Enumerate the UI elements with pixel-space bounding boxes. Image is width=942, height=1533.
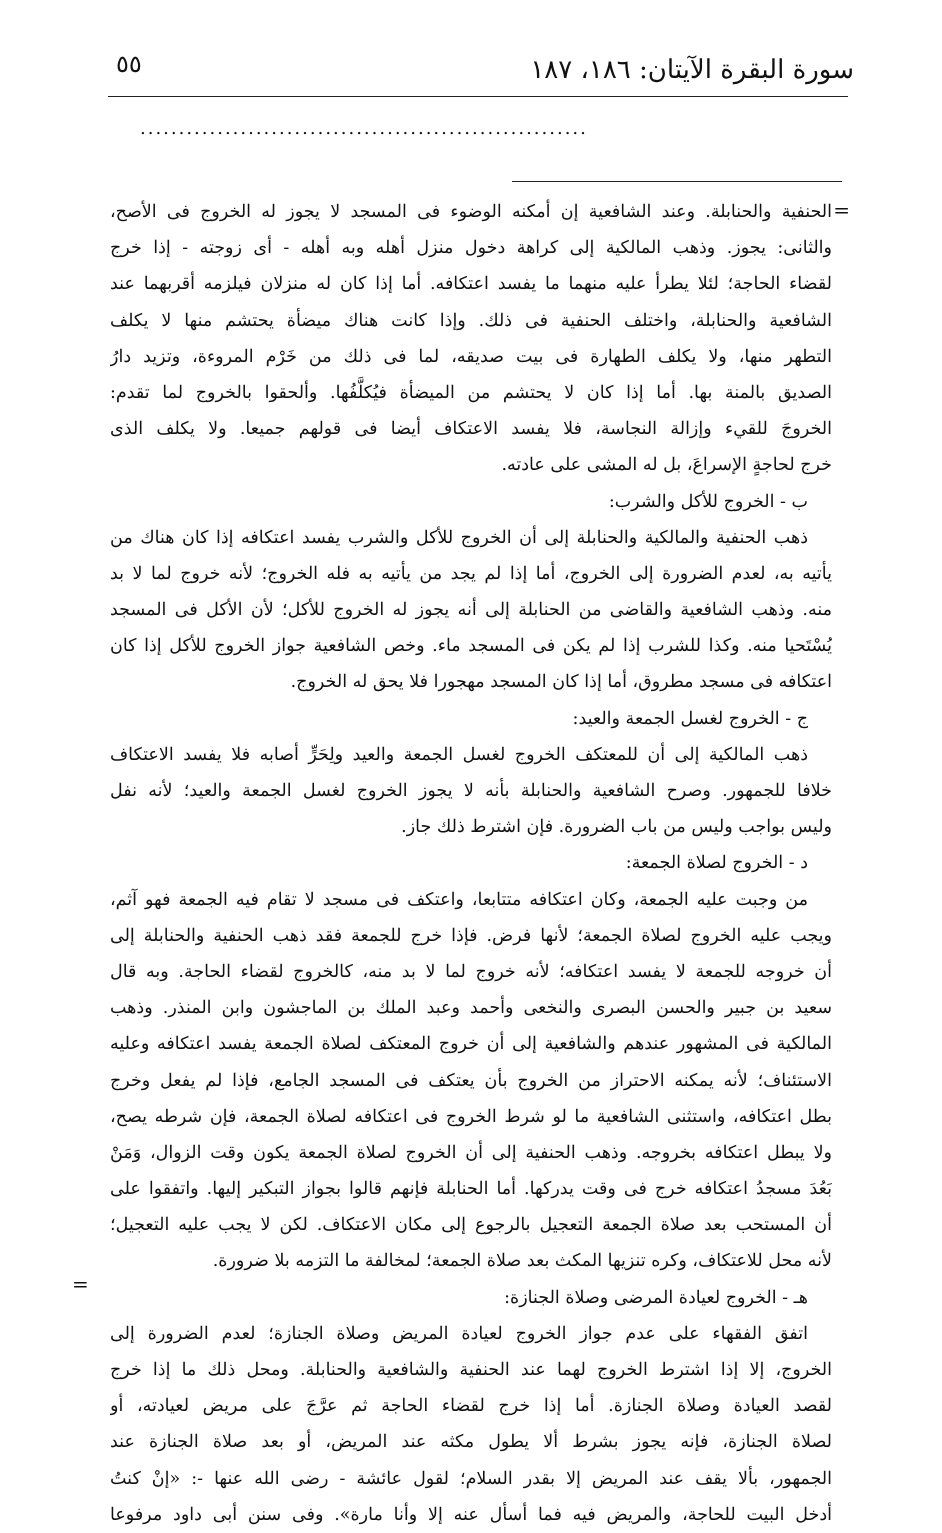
- section-heading-visiting-sick-funeral: هـ - الخروج لعيادة المرضى وصلاة الجنازة:: [504, 1287, 808, 1308]
- footnote-body: [110, 194, 832, 1533]
- footnote-line: لصلاة الجنازة، فإنه يجوز بشرط ألا يطول مكثه عند المريض، أو بعد صلاة الجنازة عند: [110, 1432, 832, 1453]
- footnote-line: ذهب المالكية إلى أن للمعتكف الخروج لغسل الجمعة والعيد ولِحَرٍّ أصابه فلا يفسد الاعتكاف: [110, 744, 808, 765]
- footnote-line: منه. وذهب الشافعية والقاضى من الحنابلة إلى أنه يجوز له الخروج للأكل؛ لأن الأكل فى المسجد: [110, 600, 832, 621]
- footnote-line: الخروج، إلا إذا اشترط الخروج لهما عند الحنفية والشافعية والحنابلة. ومحل ذلك ما إذا خرج: [110, 1360, 832, 1380]
- footnote-line: وليس بواجب وليس من باب الضرورة. فإن اشترط ذلك جاز.: [401, 817, 832, 838]
- footnote-line: الصديق بالمنة بها. أما إذا كان لا يحتشم من الميضأة فيُكلَّفُها. وألحقوا بالخروج لما تقدم:: [110, 382, 832, 403]
- footnote-line: لقضاء الحاجة؛ لئلا يطرأ عليه منهما ما يفسد اعتكافه. أما إذا كان له منزلان فيلزمه أقربهما عند: [110, 274, 832, 295]
- section-heading-friday-eid-wash: ج - الخروج لغسل الجمعة والعيد:: [572, 708, 808, 729]
- footnote-line: أن المستحب بعد صلاة الجمعة التعجيل بالرجوع إلى مكان الاعتكاف. لكن لا يجب عليه التعجيل؛: [110, 1215, 832, 1236]
- footnote-line: أن خروجه للجمعة لا يفسد اعتكافه؛ لأنه خروج لما لا بد منه، كالخروج لقضاء الحاجة. وبه قال: [110, 961, 832, 982]
- running-header-title: سورة البقرة الآيتان: ١٨٦، ١٨٧: [530, 55, 854, 85]
- footnote-line: الجمهور، بألا يقف عند المريض إلا بقدر السلام؛ لقول عائشة - رضى الله عنها -: «إنْ كنتُ: [110, 1468, 832, 1489]
- omitted-text-dots: ..........................................................: [140, 118, 588, 139]
- footnote-separator: [512, 181, 842, 182]
- footnote-line: اتفق الفقهاء على عدم جواز الخروج لعيادة المريض وصلاة الجنازة؛ لعدم الضرورة إلى: [110, 1323, 808, 1344]
- footnote-line: لقصد العيادة وصلاة الجنازة. أما إذا خرج لقضاء الحاجة ثم عرَّجَ على مريض لعيادته، أو: [110, 1396, 832, 1417]
- footnote-line: الحنفية والحنابلة. وعند الشافعية إن أمكنه الوضوء فى المسجد لا يجوز له الخروج فى الأصح،: [110, 202, 832, 222]
- page-number: ٥٥: [116, 50, 142, 78]
- footnote-line: خلافا للجمهور. وصرح الشافعية والحنابلة بأنه لا يجوز الخروج لغسل الجمعة والعيد؛ لأنه نفل: [110, 781, 832, 801]
- footnote-line: الشافعية والحنابلة، واختلف الحنفية فى ذلك. وإذا كانت هناك ميضأة يحتشم منها لا يكلف: [110, 310, 832, 331]
- footnote-line: المالكية فى المشهور عندهم والشافعية إلى أن خروج المعتكف لصلاة الجمعة يفسد اعتكافه وعليه: [110, 1034, 832, 1055]
- footnote-line: يأتيه به، لعدم الضرورة إلى الخروج، أما إذا لم يجد من يأتيه به فله الخروج؛ لأنه خروج لما لا بد: [110, 563, 832, 584]
- footnote-line: التطهر منها، ولا يكلف الطهارة فى بيت صديقه، لما فى ذلك من خَرْم المروءة، وتزيد دارُ: [110, 346, 832, 367]
- footnote-line: ويجب عليه الخروج لصلاة الجمعة؛ لأنها فرض. فإذا خرج للجمعة فقد ذهب الحنفية والحنابلة إلى: [110, 925, 832, 946]
- footnote-line: يُسْتَحيا منه. وكذا للشرب إذا لم يكن فى المسجد ماء. وخص الشافعية جواز الخروج للأكل إذا كان: [110, 636, 832, 657]
- footnote-line: لأنه محل للاعتكاف، وكره تنزيها المكث بعد صلاة الجمعة؛ لمخالفة ما التزمه بلا ضرورة.: [212, 1251, 832, 1272]
- footnote-line: ولا يبطل اعتكافه بخروجه. وذهب الحنفية إلى أن الخروج لصلاة الجمعة يكون وقت الزوال، وَمَنْ: [110, 1142, 832, 1163]
- footnote-line: خرج لحاجةٍ الإسراعَ، بل له المشى على عادته.: [501, 455, 832, 476]
- footnote-line: بَعُدَ مسجدُ اعتكافه خرج فى وقت يدركها. أما الحنابلة فإنهم قالوا بجواز التبكير إليها. واتفقوا على: [110, 1179, 832, 1200]
- footnote-line: ذهب الحنفية والمالكية والحنابلة إلى أن الخروج للأكل والشرب يفسد اعتكافه إذا كان هناك من: [110, 527, 808, 548]
- footnote-line: أدخل البيت للحاجة، والمريض فيه فما أسأل عنه إلا وأنا مارة». وفى سنن أبى داود مرفوعا: [110, 1504, 832, 1525]
- footnote-line: اعتكافه فى مسجد مطروق، أما إذا كان المسجد مهجورا فلا يحق له الخروج.: [290, 672, 832, 693]
- header-rule: [108, 96, 848, 97]
- footnote-line: الخروجَ للقيء وإزالة النجاسة، فلا يفسد الاعتكاف أيضا فى قولهم جميعا. ولا يكلف الذى: [110, 419, 832, 440]
- footnote-line: بطل اعتكافه، واستثنى الشافعية ما لو شرط الخروج فى اعتكافه لصلاة الجمعة، فإن شرطه يصح،: [110, 1106, 832, 1127]
- footnote-line: الاستئناف؛ لأنه يمكنه الاحتراز من الخروج بأن يعتكف فى المسجد الجامع، فإذا لم يفعل وخرج: [110, 1070, 832, 1091]
- footnote-continues-mark: =: [72, 1272, 89, 1296]
- section-heading-friday-prayer: د - الخروج لصلاة الجمعة:: [625, 853, 808, 874]
- footnote-continued-mark: =: [833, 198, 850, 222]
- footnote-line: من وجبت عليه الجمعة، وكان اعتكافه متتابعا، واعتكف فى مسجد لا تقام فيه الجمعة فهو آثم،: [110, 889, 808, 910]
- section-heading-eating-drinking: ب - الخروج للأكل والشرب:: [608, 491, 808, 512]
- footnote-line: سعيد بن جبير والحسن البصرى والنخعى وأحمد وعبد الملك بن الماجشون وابن المنذر. وذهب: [110, 998, 832, 1019]
- footnote-line: والثانى: يجوز. وذهب المالكية إلى كراهة دخول منزل أهله وبه أهله - أى زوجته - إذا خرج: [110, 238, 832, 259]
